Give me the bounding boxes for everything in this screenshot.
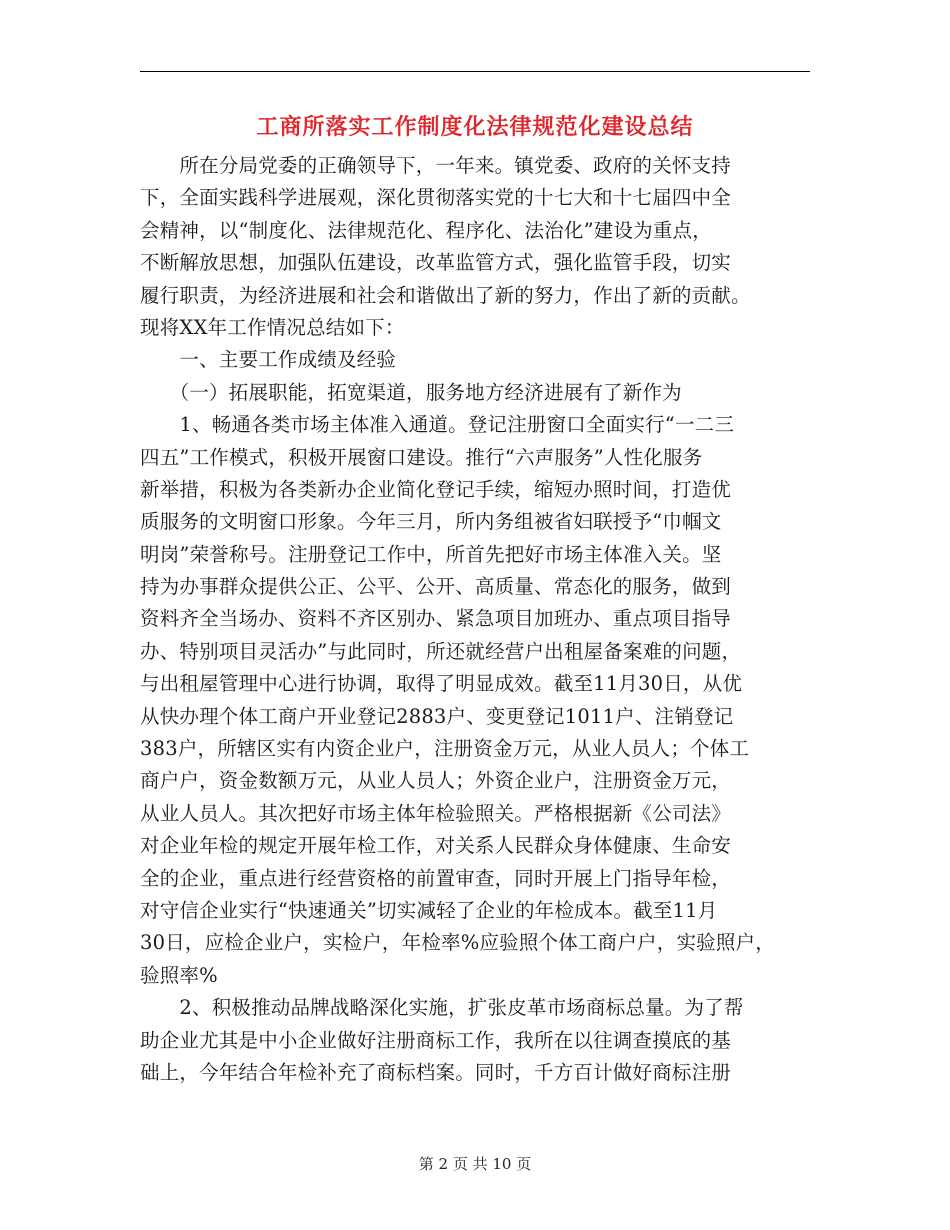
text-line: 履行职责，为经济进展和社会和谐做出了新的努力，作出了新的贡献。 [140, 283, 751, 307]
text-line: 383户，所辖区实有内资企业户，注册资金万元，从业人员人；个体工 [140, 737, 750, 761]
text-line: 2、积极推动品牌战略深化实施，扩张皮革市场商标总量。为了帮 [140, 996, 744, 1020]
text-line: 现将XX年工作情况总结如下： [140, 315, 405, 339]
text-line: 明岗”荣誉称号。注册登记工作中，所首先把好市场主体准入关。坚 [140, 542, 722, 566]
text-line: 础上，今年结合年检补充了商标档案。同时，千方百计做好商标注册 [140, 1060, 732, 1084]
text-line: 所在分局党委的正确领导下，一年来。镇党委、政府的关怀支持 [140, 154, 732, 177]
text-line: 新举措，积极为各类新办企业简化登记手续，缩短办照时间，打造优 [140, 477, 732, 501]
text-line: 对守信企业实行“快速通关”切实减轻了企业的年检成本。截至11月 [140, 898, 718, 922]
text-line: （一）拓展职能，拓宽渠道，服务地方经济进展有了新作为 [140, 380, 682, 404]
document-title: 工商所落实工作制度化法律规范化建设总结 [256, 115, 694, 140]
header-rule [140, 71, 810, 72]
text-line: 验照率% [140, 963, 218, 987]
text-line: 四五”工作模式，积极开展窗口建设。推行“六声服务”人性化服务 [140, 445, 703, 469]
text-line: 对企业年检的规定开展年检工作，对关系人民群众身体健康、生命安 [140, 834, 732, 858]
text-line: 办、特别项目灵活办”与此同时，所还就经营户出租屋备案难的问题， [140, 639, 742, 663]
body-text [140, 150, 820, 1089]
text-line: 从业人员人。其次把好市场主体年检验照关。严格根据新《公司法》 [140, 801, 732, 825]
text-line: 资料齐全当场办、资料不齐区别办、紧急项目加班办、重点项目指导 [140, 607, 732, 631]
text-line: 助企业尤其是中小企业做好注册商标工作，我所在以往调查摸底的基 [140, 1028, 732, 1052]
text-line: 1、畅通各类市场主体准入通道。登记注册窗口全面实行“一二三 [140, 413, 735, 437]
text-line: 与出租屋管理中心进行协调，取得了明显成效。截至11月30日，从优 [140, 672, 743, 696]
text-line: 从快办理个体工商户开业登记2883户、变更登记1011户、注销登记 [140, 704, 734, 728]
text-line: 质服务的文明窗口形象。今年三月，所内务组被省妇联授予“巾帼文 [140, 510, 722, 534]
text-line: 30日，应检企业户，实检户，年检率%应验照个体工商户户，实验照户， [140, 931, 775, 955]
text-line: 不断解放思想，加强队伍建设，改革监管方式，强化监管手段，切实 [140, 251, 732, 275]
text-line: 下，全面实践科学进展观，深化贯彻落实党的十七大和十七届四中全 [140, 186, 732, 210]
page-footer: 第 2 页 共 10 页 [418, 1155, 532, 1173]
text-line: 全的企业，重点进行经营资格的前置审查，同时开展上门指导年检， [140, 866, 732, 890]
text-line: 会精神，以“制度化、法律规范化、程序化、法治化”建设为重点， [140, 218, 712, 242]
text-line: 一、主要工作成绩及经验 [140, 348, 397, 372]
text-line: 商户户，资金数额万元，从业人员人；外资企业户，注册资金万元， [140, 769, 732, 793]
text-line: 持为办事群众提供公正、公平、公开、高质量、常态化的服务，做到 [140, 575, 732, 599]
